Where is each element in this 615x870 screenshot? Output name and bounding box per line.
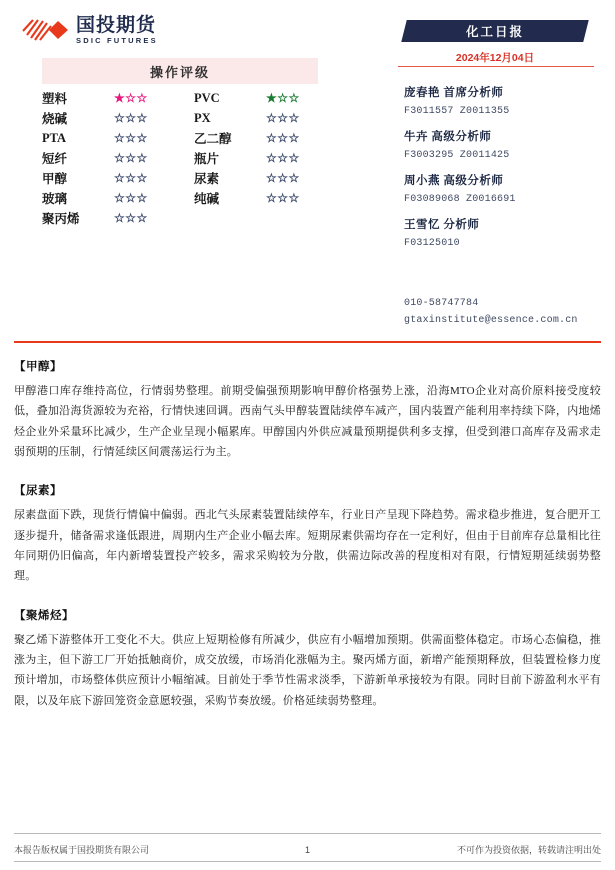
analyst-license-code: F03089068 Z0016691 [404,194,516,205]
rating-stars: ☆☆☆ [266,170,300,185]
section-urea [14,482,601,586]
section-polyolefin [14,607,601,711]
operation-rating-table [42,88,332,228]
rating-stars: ☆☆☆ [266,150,300,165]
rating-name: 玻璃 [42,192,68,206]
analyst-name: 庞春艳 首席分析师 [404,87,504,99]
footer-disclaimer: 不可作为投资依据，转载请注明出处 [456,845,601,855]
section-paragraph: 尿素盘面下跌，现货行情偏中偏弱。西北气头尿素装置陆续停车，行业日产呈现下降趋势。需求稳步推进，复合肥开工逐步提升，储备需求逢低跟进，周期内生产企业小幅去库。短期尿素供需均存在一定利好，但由于目前库存总量相比往年同期仍旧偏高，年内新增装置投产较多，需求采购较为分散，供需边际改善的程度相对有限，行情短期延续弱势整理。 [14,509,601,583]
rating-name: PX [194,110,211,125]
footer-copyright: 本报告版权属于国投期货有限公司 [14,845,150,855]
report-date: 2024年12月04日 [455,52,535,64]
rating-stars: ★☆☆ [114,90,148,105]
rating-name: 烧碱 [42,112,68,126]
section-methanol [14,358,601,462]
rating-table-body [42,88,332,228]
rating-stars: ☆☆☆ [114,130,148,145]
header-divider [14,341,601,343]
analyst-name: 牛卉 高级分析师 [404,131,492,143]
analyst-license-code: F03125010 [404,238,460,249]
rating-name: 聚丙烯 [42,212,80,226]
analyst-list [404,84,609,260]
table-row [42,88,332,108]
contact-info [404,298,614,332]
rating-name: 塑料 [42,92,68,106]
rating-panel-title [42,58,318,84]
rating-name: 尿素 [194,172,220,186]
rating-name: PVC [194,90,220,105]
logo-chinese-name: 国投期货 [76,15,157,36]
table-row [42,148,332,168]
rating-stars: ★☆☆ [266,90,300,105]
rating-stars: ☆☆☆ [266,190,300,205]
footer-page-number: 1 [304,844,310,855]
date-divider [398,66,594,67]
contact-phone[interactable]: 010-58747784 [404,298,479,309]
rating-name: 乙二醇 [194,132,232,146]
contact-email[interactable]: gtaxinstitute@essence.com.cn [404,315,578,326]
report-content [14,358,601,731]
footer-divider-bottom [14,861,601,862]
page-footer [14,843,601,856]
section-heading: 【尿素】 [14,485,62,498]
report-header [0,0,615,330]
section-heading: 【甲醇】 [14,361,62,373]
analyst-license-code: F3011557 Z0011355 [404,106,510,117]
rating-stars: ☆☆☆ [114,170,148,185]
rating-name: 瓶片 [194,152,220,166]
brand-logo [22,16,158,45]
rating-stars: ☆☆☆ [266,110,300,125]
sdic-diamond-stripes-logo [22,17,70,43]
table-row [42,188,332,208]
rating-name: 短纤 [42,152,68,166]
rating-stars: ☆☆☆ [266,130,300,145]
rating-stars: ☆☆☆ [114,190,148,205]
section-paragraph: 聚乙烯下游整体开工变化不大。供应上短期检修有所减少，供应有小幅增加预期。供需面整体稳定。市场心态偏稳，推涨为主，但下游工厂开始抵触商价，成交放缓，市场消化涨幅为主。聚丙烯方面，新增产能预期释放，但装置检修力度预计增加，市场整体供应预计小幅缩减。目前处于季节性需求淡季，下游新单承接较为有限。同时目前下游盈利水平有限，以及年底下游回笼资金意愿较强，采购节奏放缓。价格延续弱势整理。 [14,633,601,707]
rating-panel-title-label: 操作评级 [149,64,210,80]
report-title-label: 化工日报 [465,25,524,39]
table-row [42,168,332,188]
rating-name: PTA [42,130,67,145]
rating-name: 纯碱 [194,192,220,206]
rating-stars: ☆☆☆ [114,150,148,165]
logo-english-name: SDIC FUTURES [76,36,158,45]
table-row [42,208,332,228]
report-title-banner [404,20,586,42]
rating-stars: ☆☆☆ [114,110,148,125]
section-heading: 【聚烯烃】 [14,609,74,622]
analyst-name: 周小燕 高级分析师 [404,175,504,187]
rating-stars: ☆☆☆ [114,210,148,225]
analyst-name: 王雪忆 分析师 [404,219,480,231]
table-row [42,108,332,128]
rating-name [194,208,266,228]
footer-divider-top [14,833,601,834]
rating-name: 甲醇 [42,172,68,186]
table-row [42,128,332,148]
analyst-license-code: F3003295 Z0011425 [404,150,510,161]
section-paragraph: 甲醇港口库存维持高位，行情弱势整理。前期受偏强预期影响甲醇价格强势上涨，沿海MTO企业对高价原料接受度较低，叠加沿海货源较为充裕，行情快速回调。西南气头甲醇装置陆续停车减产，国内装置产能利用率持续下降，内地烯烃企业外采量环比减少，生产企业呈现小幅累库。甲醇国内外供应减量预期提供利多支撑，但受到港口高库存及需求走弱预期的压制，行情延续区间震荡运行为主。 [14,385,601,459]
